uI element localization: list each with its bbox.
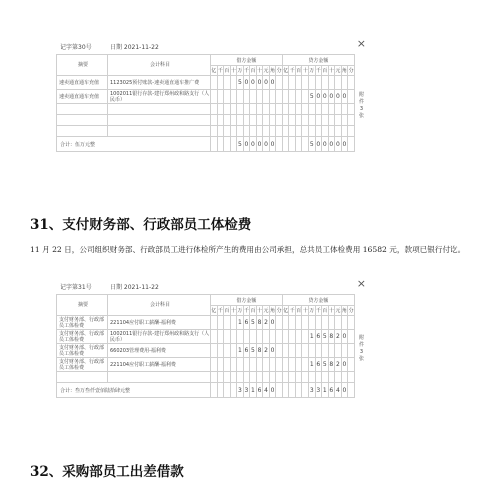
subject-cell[interactable] [108,115,211,126]
credit-digit [348,330,355,344]
debit-digit: 0 [256,76,263,90]
col-credit-header: 贷方金额 [282,295,354,306]
voucher-number: 记字第30号 [60,44,92,51]
digit-label: 万 [237,66,244,76]
voucher-header [56,38,368,54]
credit-digit: 0 [341,90,348,104]
amount-digit [348,104,355,115]
digit-label: 千 [243,66,250,76]
table-row[interactable] [57,330,369,344]
digit-label: 分 [348,306,355,316]
digit-label: 千 [289,66,296,76]
digit-label: 千 [289,306,296,316]
debit-digit: 8 [256,316,263,330]
digit-label: 千 [243,306,250,316]
digit-label: 百 [295,66,302,76]
summary-cell[interactable]: 支付财务部、行政部员工体检费 [57,330,108,344]
credit-digit: 2 [335,330,342,344]
total-debit-digit: 0 [256,137,263,152]
attachment-char: 张 [358,113,364,119]
voucher-31 [56,278,368,398]
debit-digit: 5 [237,76,244,90]
credit-digit: 5 [308,90,315,104]
attachment-spacer [355,137,369,152]
table-row-empty[interactable] [57,372,369,383]
voucher-date: 日期 2021-11-22 [110,284,159,291]
total-debit-digit: 0 [250,137,257,152]
credit-digit: 5 [322,330,329,344]
credit-digit: 6 [315,358,322,372]
total-debit-digit: 4 [263,383,270,398]
digit-label: 百 [250,66,257,76]
table-row[interactable] [57,358,369,372]
attachment-char: 件 [358,342,364,348]
table-row-empty[interactable] [57,115,369,126]
debit-digit: 8 [256,344,263,358]
voucher-table [56,54,368,152]
digit-label: 亿 [211,66,218,76]
table-row[interactable] [57,344,369,358]
digit-label: 亿 [211,306,218,316]
credit-digit: 0 [315,90,322,104]
total-credit-digit: 0 [315,137,322,152]
debit-digit: 0 [250,76,257,90]
digit-label: 元 [263,66,270,76]
digit-label: 百 [322,66,329,76]
digit-label: 元 [335,66,342,76]
digit-label: 十 [256,306,263,316]
attachment-count [355,316,369,383]
debit-digit: 0 [269,344,276,358]
total-credit-digit: 0 [341,137,348,152]
close-icon[interactable]: × [356,277,366,290]
total-credit-digit: 0 [335,137,342,152]
section-31-title: 31、支付财务部、行政部员工体检费 [30,217,252,233]
total-credit-digit: 0 [322,137,329,152]
digit-label: 角 [269,306,276,316]
digit-label: 百 [224,66,231,76]
credit-digit: 0 [335,90,342,104]
credit-digit: 1 [308,330,315,344]
section-31-paragraph: 11 月 22 日，公司组织财务部、行政部员工进行体检所产生的费用由公司承担，总共员工体检费用 16582 元，款项已银行付讫。 [30,245,466,254]
digit-label: 元 [263,306,270,316]
close-icon[interactable]: × [356,37,366,50]
summary-cell[interactable]: 速卖通直通车充值 [57,76,108,90]
summary-cell[interactable]: 支付财务部、行政部员工体检费 [57,358,108,372]
credit-digit [348,76,355,90]
total-debit-digit: 0 [243,137,250,152]
summary-cell[interactable]: 支付财务部、行政部员工体检费 [57,344,108,358]
digit-label: 角 [341,306,348,316]
subject-cell[interactable] [108,104,211,115]
digit-label: 亿 [282,66,289,76]
total-credit-digit [348,383,355,398]
summary-cell[interactable] [57,372,108,383]
debit-digit: 0 [243,76,250,90]
summary-cell[interactable]: 速卖通直通车充值 [57,90,108,104]
credit-digit: 6 [315,330,322,344]
digit-label: 十 [328,66,335,76]
amount-digit [348,126,355,137]
digit-label: 十 [328,306,335,316]
digit-label: 万 [308,306,315,316]
amount-digit [348,115,355,126]
debit-digit: 6 [243,344,250,358]
table-row[interactable] [57,90,369,104]
voucher-header [56,278,368,294]
total-credit-digit: 3 [308,383,315,398]
summary-cell[interactable]: 支付财务部、行政部员工体检费 [57,316,108,330]
digit-label: 分 [276,306,283,316]
total-credit-digit: 5 [308,137,315,152]
total-debit-digit: 1 [250,383,257,398]
col-debit-header: 借方金额 [211,55,283,66]
total-credit-digit: 0 [341,383,348,398]
subject-cell[interactable]: 221104应付职工薪酬-福利费 [108,316,211,330]
summary-cell[interactable] [57,104,108,115]
digit-label: 十 [302,66,309,76]
digit-label: 百 [224,306,231,316]
credit-digit [348,316,355,330]
credit-digit [348,90,355,104]
digit-label: 分 [348,66,355,76]
digit-label: 千 [217,66,224,76]
credit-digit: 8 [328,358,335,372]
attachment-char: 张 [358,356,364,362]
debit-digit: 0 [269,316,276,330]
subject-cell[interactable]: 1002011银行存款-建行郑州政和路支行（人民币） [108,330,211,344]
table-row[interactable] [57,316,369,330]
summary-cell[interactable] [57,115,108,126]
credit-digit: 5 [322,358,329,372]
total-credit-digit: 0 [328,137,335,152]
debit-digit: 1 [237,316,244,330]
total-row [57,383,369,398]
voucher-30 [56,38,368,152]
attachment-char: 附 [358,335,364,341]
total-label: 合计：伍万元整 [57,137,211,152]
total-debit-digit: 0 [269,137,276,152]
digit-label: 亿 [282,306,289,316]
digit-label: 百 [322,306,329,316]
digit-label: 千 [217,306,224,316]
total-debit-digit: 0 [269,383,276,398]
subject-cell[interactable]: 221104应付职工薪酬-福利费 [108,358,211,372]
total-credit-digit: 6 [328,383,335,398]
attachment-count [355,76,369,137]
subject-cell[interactable]: 1002011银行存款-建行郑州政和路支行（人民币） [108,90,211,104]
total-credit-digit: 4 [335,383,342,398]
digit-label: 十 [230,306,237,316]
total-credit-digit [348,137,355,152]
debit-digit: 0 [263,76,270,90]
digit-label: 百 [295,306,302,316]
digit-label: 百 [250,306,257,316]
total-debit-digit: 3 [243,383,250,398]
digit-label: 十 [230,66,237,76]
total-debit-digit: 0 [263,137,270,152]
total-label: 合计：叁万叁仟壹佰陆拾肆元整 [57,383,211,398]
digit-label: 千 [315,66,322,76]
digit-label: 万 [237,306,244,316]
subject-cell[interactable] [108,372,211,383]
subject-cell[interactable]: 660203管理费用-福利费 [108,344,211,358]
digit-label: 千 [315,306,322,316]
digit-label: 分 [276,66,283,76]
debit-digit: 5 [250,316,257,330]
total-debit-digit: 3 [237,383,244,398]
amount-digit [348,372,355,383]
attachment-spacer [355,383,369,398]
voucher-table [56,294,368,398]
attachment-char: 件 [358,99,364,105]
col-credit-header: 贷方金额 [282,55,354,66]
debit-digit: 2 [263,344,270,358]
credit-digit: 0 [322,90,329,104]
debit-digit: 5 [250,344,257,358]
total-debit-digit: 5 [237,137,244,152]
voucher-date: 日期 2021-11-22 [110,44,159,51]
subject-cell[interactable]: 1123025预付账款-速卖通直通车推广费 [108,76,211,90]
summary-cell[interactable] [57,126,108,137]
debit-digit: 0 [269,76,276,90]
credit-digit: 1 [308,358,315,372]
digit-label: 元 [335,306,342,316]
digit-label: 万 [308,66,315,76]
digit-label: 角 [341,66,348,76]
total-credit-digit: 1 [322,383,329,398]
debit-digit: 2 [263,316,270,330]
credit-digit: 8 [328,330,335,344]
credit-digit: 0 [341,358,348,372]
credit-digit [348,344,355,358]
total-credit-digit: 3 [315,383,322,398]
col-summary-header: 摘要 [57,55,108,76]
attachment-spacer [355,295,369,316]
attachment-spacer [355,55,369,76]
attachment-char: 3 [359,349,364,355]
voucher-number: 记字第31号 [60,284,92,291]
table-row[interactable] [57,76,369,90]
credit-digit [348,358,355,372]
debit-digit: 1 [237,344,244,358]
credit-digit: 0 [328,90,335,104]
total-debit-digit: 6 [256,383,263,398]
credit-digit: 2 [335,358,342,372]
debit-digit: 6 [243,316,250,330]
table-row-empty[interactable] [57,104,369,115]
digit-label: 十 [256,66,263,76]
col-subject-header: 会计科目 [108,295,211,316]
attachment-char: 3 [359,106,364,112]
subject-cell[interactable] [108,126,211,137]
credit-digit: 0 [341,330,348,344]
section-32-title: 32、采购部员工出差借款 [30,464,184,480]
col-debit-header: 借方金额 [211,295,283,306]
digit-label: 十 [302,306,309,316]
col-summary-header: 摘要 [57,295,108,316]
col-subject-header: 会计科目 [108,55,211,76]
total-row [57,137,369,152]
digit-label: 角 [269,66,276,76]
table-row-empty[interactable] [57,126,369,137]
attachment-char: 附 [358,92,364,98]
